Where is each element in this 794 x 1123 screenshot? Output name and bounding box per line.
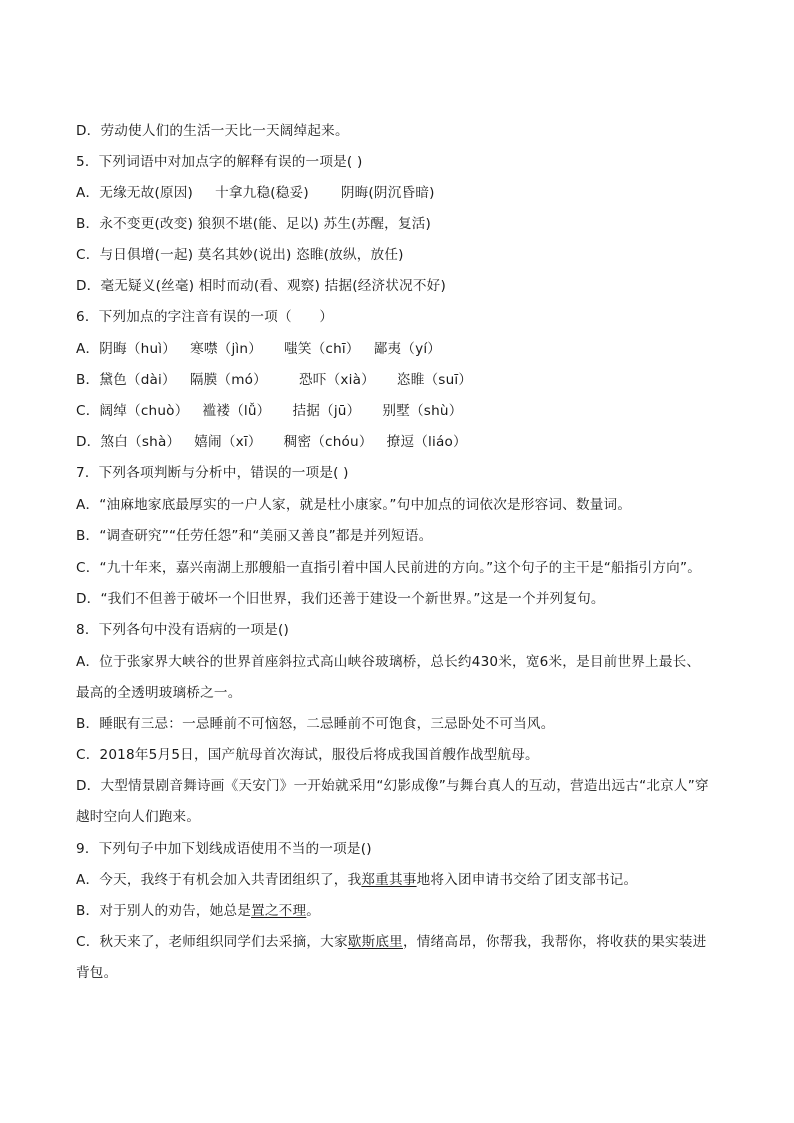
q6-c-item-3: 拮据（jū） — [292, 403, 361, 419]
question-7-option-c: C．“九十年来，嘉兴南湖上那艘船一直指引着中国人民前进的方向。”这个句子的主干是“船指引方向”。 — [76, 560, 701, 576]
q6-a-item-4: 鄙夷（yí） — [373, 341, 442, 357]
question-5-option-d: D．毫无疑义(丝毫) 相时而动(看、观察) 拮据(经济状况不好) — [76, 278, 446, 294]
q6-d-item-2: 嬉闹（xī） — [194, 434, 262, 450]
q9-b-underlined-idiom: 置之不理 — [251, 903, 307, 919]
question-6-option-b — [76, 371, 726, 389]
q9-c-text-before: C．秋天来了，老师组织同学们去采摘，大家 — [76, 934, 348, 950]
question-9-option-a — [76, 871, 726, 889]
q6-d-item-4: 撩逗（liáo） — [386, 434, 467, 450]
q6-a-item-3: 嗤笑（chī） — [284, 341, 360, 357]
q6-a-item-1: A．阴晦（huì） — [76, 341, 177, 357]
question-8-stem: 8．下列各句中没有语病的一项是() — [76, 622, 289, 638]
q6-b-item-3: 恐吓（xià） — [298, 372, 375, 388]
q6-b-item-4: 恣睢（suī） — [396, 372, 473, 388]
question-8-option-d-line-1: D．大型情景剧音舞诗画《天安门》一开始就采用“幻影成像”与舞台真人的互动，营造出远古“北京人”穿 — [76, 778, 709, 794]
question-9-option-c-line-2: 背包。 — [76, 965, 118, 981]
q9-c-text-after: ，情绪高昂，你帮我，我帮你，将收获的果实装进 — [402, 934, 707, 950]
question-7-stem: 7．下列各项判断与分析中，错误的一项是( ) — [76, 465, 349, 481]
q9-a-text-after: 地将入团申请书交给了团支部书记。 — [416, 872, 638, 888]
question-8-option-c: C．2018年5月5日，国产航母首次海试，服役后将成我国首艘作战型航母。 — [76, 747, 539, 763]
q6-c-item-4: 别墅（shù） — [382, 403, 463, 419]
q6-a-item-2: 寒噤（jìn） — [190, 341, 263, 357]
question-7-option-d: D．“我们不但善于破坏一个旧世界，我们还善于建设一个新世界。”这是一个并列复句。 — [76, 591, 605, 607]
question-6-option-d — [76, 433, 726, 451]
question-5-option-c: C．与日俱增(一起) 莫名其妙(说出) 恣睢(放纵，放任) — [76, 247, 404, 263]
option-5-prev-d: D．劳动使人们的生活一天比一天阔绰起来。 — [76, 123, 349, 139]
question-6-stem: 6．下列加点的字注音有误的一项（ ） — [76, 309, 334, 325]
q6-d-item-3: 稠密（chóu） — [283, 434, 373, 450]
question-8-option-a-line-2: 最高的全透明玻璃桥之一。 — [76, 685, 242, 701]
q6-b-item-2: 隔膜（mó） — [189, 372, 267, 388]
question-9-stem: 9．下列句子中加下划线成语使用不当的一项是() — [76, 841, 372, 857]
question-7-option-a: A．“油麻地家底最厚实的一户人家，就是杜小康家。”句中加点的词依次是形容词、数量词。 — [76, 497, 632, 513]
question-7-option-b: B．“调查研究”“任劳任怨”和“美丽又善良”都是并列短语。 — [76, 528, 433, 544]
question-8-option-b: B．睡眠有三忌：一忌睡前不可恼怒，二忌睡前不可饱食，三忌卧处不可当风。 — [76, 716, 555, 732]
question-8-option-a-line-1: A．位于张家界大峡谷的世界首座斜拉式高山峡谷玻璃桥，总长约430米，宽6米，是目前世界上最长、 — [76, 654, 701, 670]
q6-d-item-1: D．煞白（shà） — [76, 434, 181, 450]
q9-a-underlined-idiom: 郑重其事 — [361, 872, 417, 888]
q6-b-item-1: B．黛色（dài） — [76, 372, 176, 388]
question-5-option-a — [76, 184, 726, 202]
question-6-option-c — [76, 402, 726, 420]
question-9-option-b — [76, 902, 726, 920]
q9-c-underlined-idiom: 歇斯底里 — [347, 934, 403, 950]
question-5-stem: 5．下列词语中对加点字的解释有误的一项是( ) — [76, 154, 363, 170]
question-8-option-d-line-2: 越时空向人们跑来。 — [76, 809, 201, 825]
q6-c-item-2: 褴褛（lǚ） — [202, 403, 271, 419]
q9-b-text-before: B．对于别人的劝告，她总是 — [76, 903, 252, 919]
question-5-option-b: B．永不变更(改变) 狼狈不堪(能、足以) 苏生(苏醒，复活) — [76, 216, 432, 232]
q6-c-item-1: C．阔绰（chuò） — [76, 403, 189, 419]
question-6-option-a — [76, 340, 726, 358]
q5-a-item-1: A．无缘无故(原因) — [76, 185, 194, 201]
question-9-option-c-line-1 — [76, 933, 726, 951]
q9-a-text-before: A．今天，我终于有机会加入共青团组织了，我 — [76, 872, 362, 888]
q9-b-text-after: 。 — [306, 903, 321, 919]
q5-a-item-2: 十拿九稳(稳妥) — [215, 185, 309, 201]
q5-a-item-3: 阴晦(阴沉昏暗) — [340, 185, 435, 201]
